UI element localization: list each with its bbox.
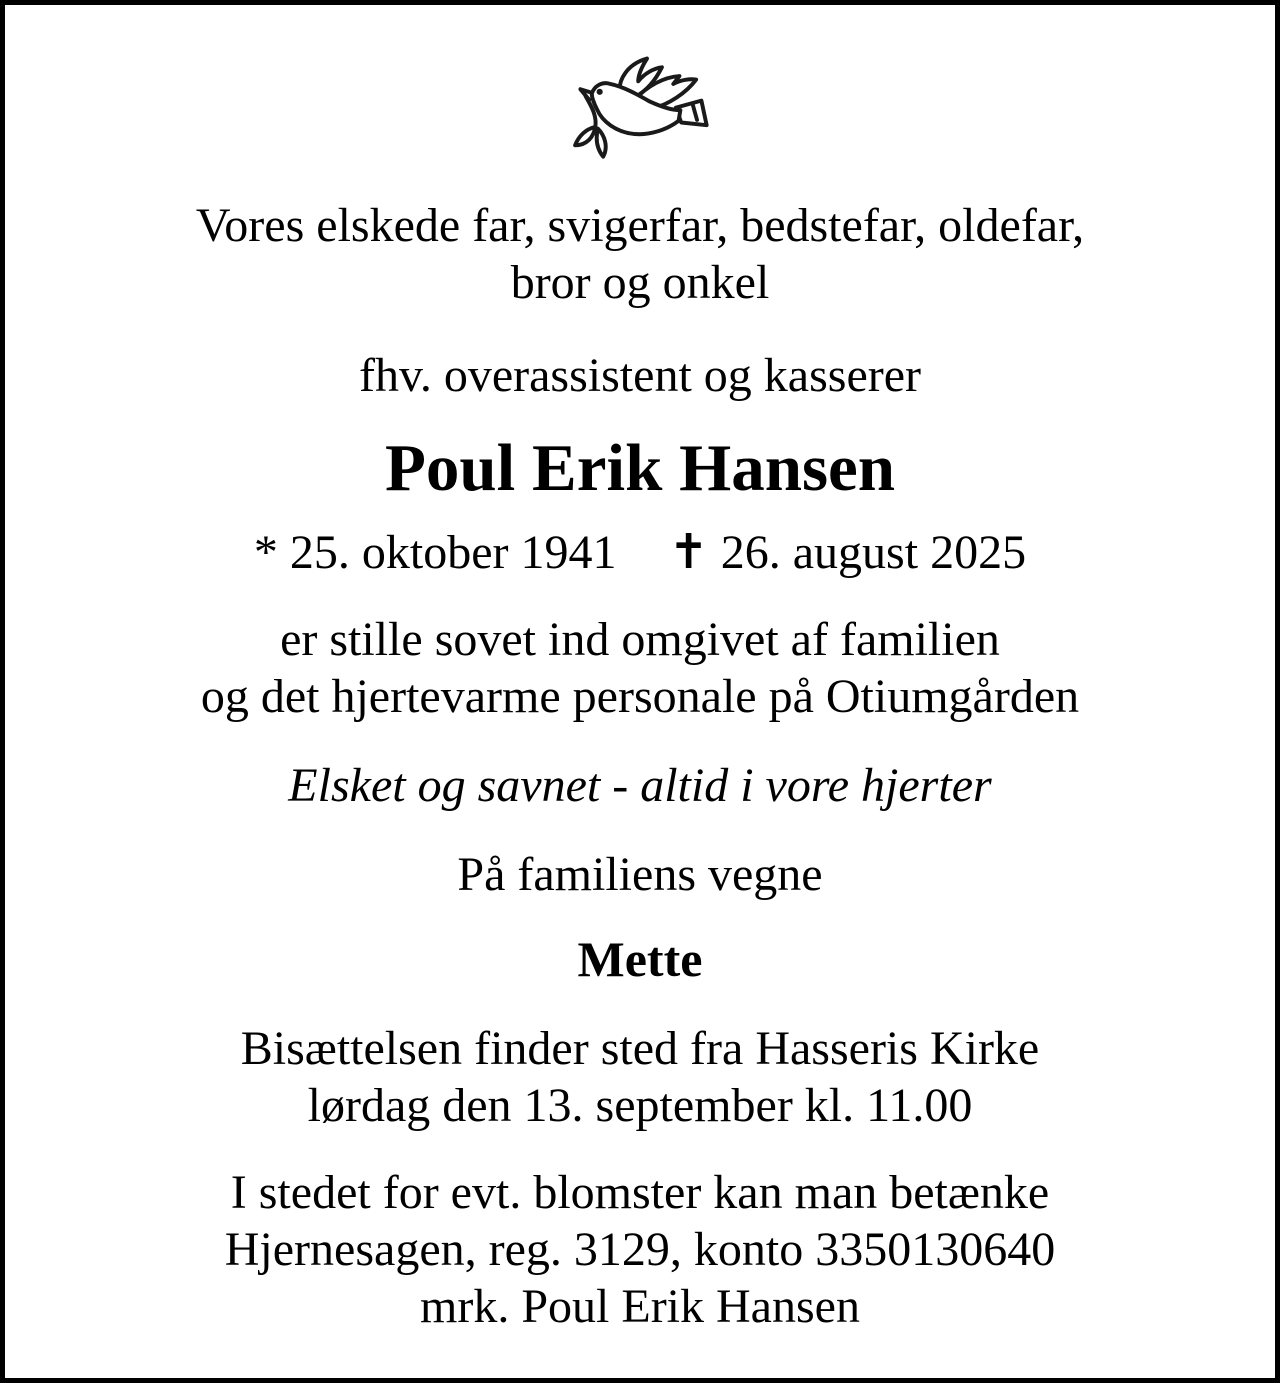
birth-date: [254, 524, 617, 581]
donation-request: [225, 1164, 1056, 1335]
passing-line-2: og det hjertevarme personale på Otiumgården: [200, 670, 1080, 723]
passing-line-1: er stille sovet ind omgivet af familien: [280, 613, 1000, 666]
former-occupation: fhv. overassistent og kasserer: [358, 349, 922, 402]
life-dates: [254, 524, 1026, 581]
ceremony-line-2: lørdag den 13. september kl. 11.00: [307, 1079, 973, 1132]
deceased-name: Poul Erik Hansen: [384, 431, 896, 505]
signature-name: Mette: [577, 931, 703, 987]
ceremony-line-1: Bisættelsen finder sted fra Hasseris Kirke: [240, 1022, 1040, 1075]
death-date: [669, 524, 1027, 581]
donation-line-1: I stedet for evt. blomster kan man betænke: [230, 1166, 1050, 1219]
dove-icon: [565, 55, 715, 169]
epitaph: Elsket og savnet - altid i vore hjerter: [288, 759, 992, 812]
intro-relatives: [196, 197, 1084, 311]
death-date-text: 26. august 2025: [720, 526, 1027, 579]
donation-line-3: mrk. Poul Erik Hansen: [420, 1280, 860, 1333]
birth-star-symbol: *: [253, 526, 278, 579]
donation-line-2: Hjernesagen, reg. 3129, konto 3350130640: [224, 1223, 1056, 1276]
birth-date-text: 25. oktober 1941: [289, 526, 617, 579]
death-cross-icon: ✝: [668, 526, 709, 579]
intro-line-1: Vores elskede far, svigerfar, bedstefar, oldefar,: [195, 199, 1085, 252]
ceremony-details: [241, 1020, 1039, 1134]
passing-description: [201, 611, 1079, 725]
on-behalf-of-family: På familiens vegne: [457, 848, 823, 901]
intro-line-2: bror og onkel: [510, 256, 770, 309]
